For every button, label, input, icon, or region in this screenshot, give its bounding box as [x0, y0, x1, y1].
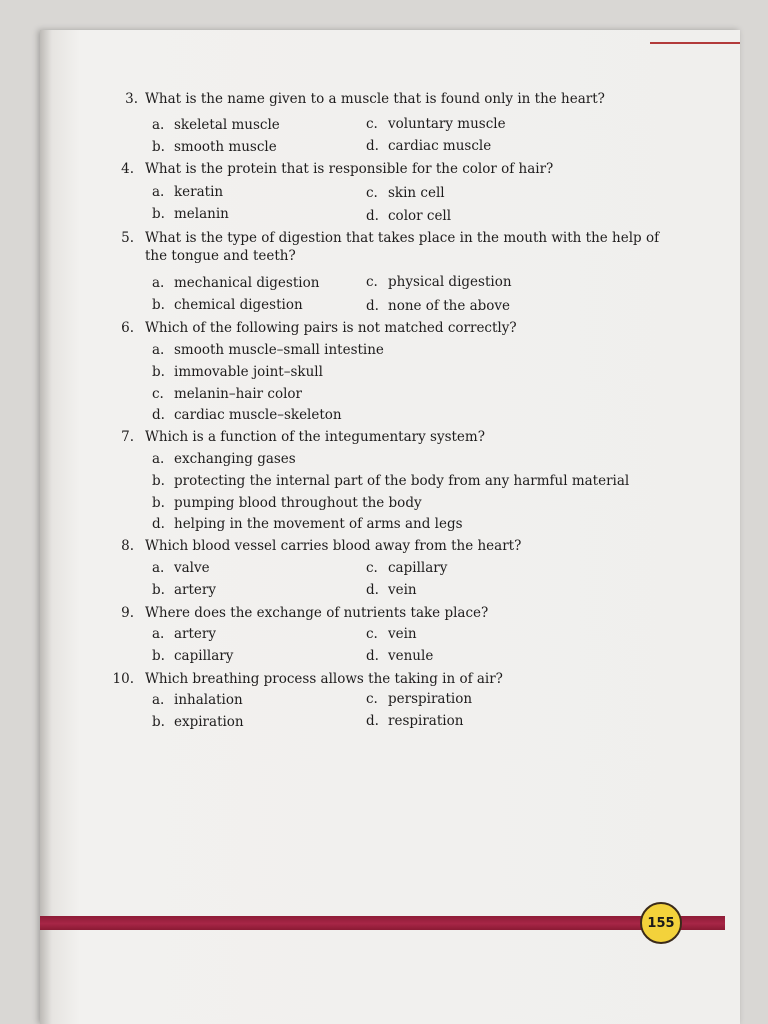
question-text: Which blood vessel carries blood away from the heart? — [145, 538, 522, 554]
option-a: a. valve — [152, 560, 210, 576]
question-text: Which of the following pairs is not matched correctly? — [145, 320, 517, 336]
question-number: 9. — [121, 605, 134, 621]
question-number: 3. — [125, 91, 138, 107]
option-b: b. melanin — [152, 206, 229, 222]
option-a: a. artery — [152, 626, 216, 642]
option-b: b. pumping blood throughout the body — [152, 495, 422, 511]
question-text: What is the name given to a muscle that is found only in the heart? — [145, 91, 605, 107]
option-a: a. skeletal muscle — [152, 117, 280, 133]
option-c: c. perspiration — [366, 691, 473, 707]
option-b: b. smooth muscle — [152, 139, 277, 155]
option-b: b. artery — [152, 582, 216, 598]
option-d: d. vein — [366, 582, 417, 598]
question-number: 8. — [121, 538, 134, 554]
option-a: a. smooth muscle–small intestine — [152, 342, 384, 358]
option-c: c. skin cell — [366, 185, 445, 201]
question-number: 10. — [112, 671, 134, 687]
option-d: d. color cell — [366, 208, 452, 224]
question-number: 4. — [121, 161, 134, 177]
textbook-page — [40, 30, 740, 1024]
page-number-badge: 155 — [640, 902, 682, 944]
option-b: b. immovable joint–skull — [152, 364, 323, 380]
option-c: c. physical digestion — [366, 274, 512, 290]
option-c: c. capillary — [366, 560, 448, 576]
footer-bar — [40, 916, 725, 930]
option-d: d. venule — [366, 648, 434, 664]
option-c: c. vein — [366, 626, 417, 642]
option-a: a. inhalation — [152, 692, 243, 708]
question-number: 7. — [121, 429, 134, 445]
top-accent-line — [650, 42, 740, 44]
option-d: d. helping in the movement of arms and legs — [152, 516, 463, 532]
option-c: c. melanin–hair color — [152, 386, 303, 402]
question-number: 6. — [121, 320, 134, 336]
question-text: What is the protein that is responsible for the color of hair? — [145, 161, 554, 177]
question-text: Where does the exchange of nutrients take place? — [145, 605, 489, 621]
option-d: d. none of the above — [366, 298, 511, 314]
question-text: Which breathing process allows the taking in of air? — [145, 671, 503, 687]
option-b: b. protecting the internal part of the body from any harmful material — [152, 473, 630, 489]
option-d: d. cardiac muscle–skeleton — [152, 407, 342, 423]
option-d: d. cardiac muscle — [366, 138, 492, 154]
option-b: b. expiration — [152, 714, 244, 730]
question-text: What is the type of digestion that takes place in the mouth with the help of the tongue and teeth? — [145, 230, 660, 264]
option-b: b. chemical digestion — [152, 297, 303, 313]
option-a: a. exchanging gases — [152, 451, 296, 467]
question-text: Which is a function of the integumentary system? — [145, 429, 485, 445]
option-a: a. keratin — [152, 184, 224, 200]
option-d: d. respiration — [366, 713, 464, 729]
option-a: a. mechanical digestion — [152, 275, 320, 291]
option-b: b. capillary — [152, 648, 234, 664]
question-number: 5. — [121, 230, 134, 246]
option-c: c. voluntary muscle — [366, 116, 506, 132]
